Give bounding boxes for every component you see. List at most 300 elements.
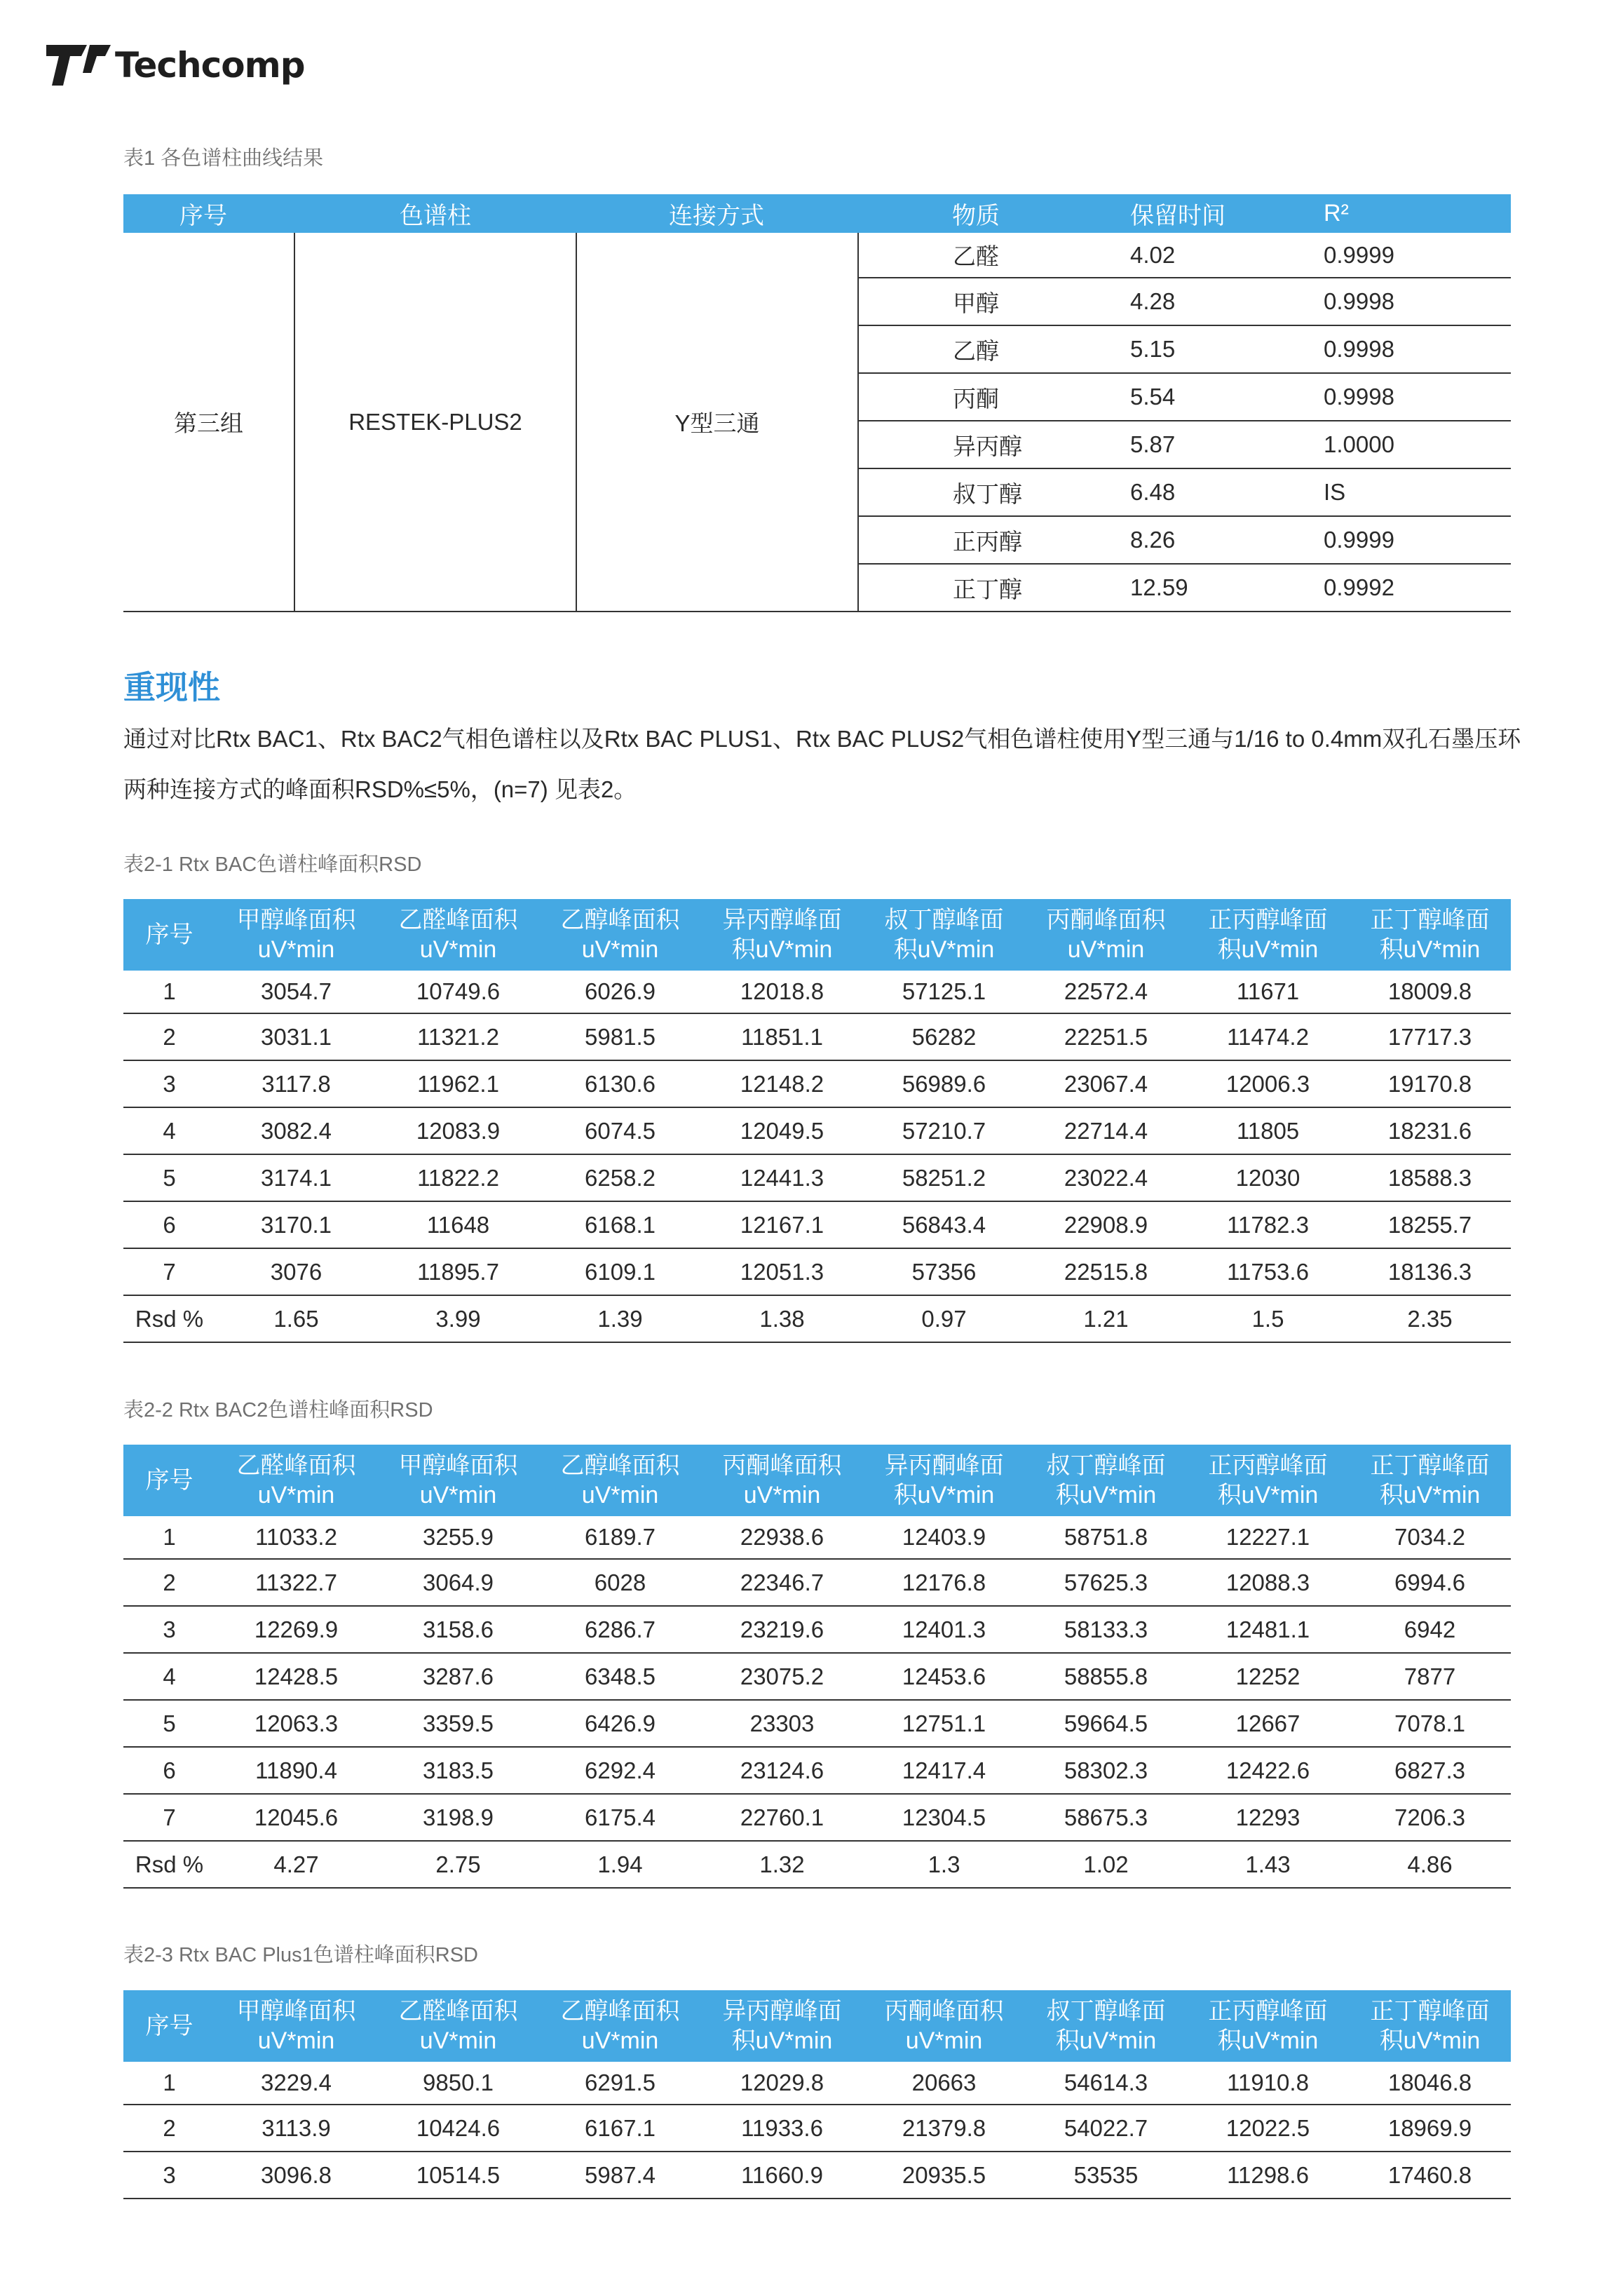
peak-area-cell: 3359.5: [377, 1700, 539, 1747]
peak-area-cell: 12018.8: [701, 971, 863, 1013]
column-header: [1025, 1990, 1187, 2062]
peak-area-cell: 53535: [1025, 2152, 1187, 2199]
peak-area-cell: 11033.2: [215, 1516, 377, 1559]
peak-area-cell: 3158.6: [377, 1606, 539, 1653]
peak-area-cell: 12049.5: [701, 1107, 863, 1154]
peak-area-cell: 1.02: [1025, 1841, 1187, 1888]
peak-area-cell: 18231.6: [1349, 1107, 1511, 1154]
column-header: [701, 899, 863, 971]
peak-area-cell: 22938.6: [701, 1516, 863, 1559]
peak-area-cell: 12428.5: [215, 1653, 377, 1700]
table-row: [123, 1154, 1511, 1201]
peak-area-cell: 1.38: [701, 1295, 863, 1342]
peak-area-cell: 22515.8: [1025, 1248, 1187, 1295]
column-header-line2: uV*min: [419, 936, 497, 963]
row-label-cell: 7: [123, 1248, 215, 1295]
peak-area-cell: 11321.2: [377, 1013, 539, 1060]
table-row: [123, 1060, 1511, 1107]
retention-time-cell: 12.59: [1130, 564, 1324, 612]
connection-cell: Y型三通: [576, 233, 858, 612]
column-header-line1: 甲醇峰面积: [236, 1998, 356, 2025]
peak-area-cell: 12304.5: [863, 1794, 1025, 1841]
r2-cell: 0.9999: [1324, 233, 1511, 278]
table-row: [123, 1107, 1511, 1154]
table2-3-caption: 表2-3 Rtx BAC Plus1色谱柱峰面积RSD: [123, 1944, 478, 1966]
retention-time-cell: 8.26: [1130, 516, 1324, 564]
section-paragraph-line2: 两种连接方式的峰面积RSD%≤5%，(n=7) 见表2。: [123, 776, 637, 802]
peak-area-cell: 12441.3: [701, 1154, 863, 1201]
table-row: [123, 1653, 1511, 1700]
column-header: [377, 899, 539, 971]
peak-area-cell: 18136.3: [1349, 1248, 1511, 1295]
peak-area-cell: 3031.1: [215, 1013, 377, 1060]
column-header-line1: 异丙酮峰面: [884, 1452, 1004, 1479]
table-row: [123, 2105, 1511, 2152]
peak-area-cell: 58675.3: [1025, 1794, 1187, 1841]
column-header-line2: 积uV*min: [1217, 936, 1319, 963]
peak-area-cell: 6994.6: [1349, 1559, 1511, 1606]
peak-area-cell: 11753.6: [1187, 1248, 1349, 1295]
peak-area-cell: 12022.5: [1187, 2105, 1349, 2152]
peak-area-cell: 12083.9: [377, 1107, 539, 1154]
table1-header: 连接方式: [576, 194, 858, 233]
peak-area-cell: 23124.6: [701, 1747, 863, 1794]
peak-area-cell: 23022.4: [1025, 1154, 1187, 1201]
r2-cell: 0.9992: [1324, 564, 1511, 612]
peak-area-cell: 57125.1: [863, 971, 1025, 1013]
peak-area-cell: 4.86: [1349, 1841, 1511, 1888]
peak-area-cell: 11895.7: [377, 1248, 539, 1295]
column-header-line1: 甲醇峰面积: [398, 1452, 518, 1479]
peak-area-cell: 23075.2: [701, 1653, 863, 1700]
column-header: [863, 899, 1025, 971]
column-header-line1: 丙酮峰面积: [722, 1452, 842, 1479]
peak-area-cell: 17717.3: [1349, 1013, 1511, 1060]
row-label-cell: 6: [123, 1747, 215, 1794]
group-cell: 第三组: [123, 233, 294, 612]
peak-area-cell: 11890.4: [215, 1747, 377, 1794]
peak-area-cell: 6942: [1349, 1606, 1511, 1653]
table-row: [123, 1516, 1511, 1559]
column-header-line1: 异丙醇峰面: [722, 1998, 842, 2025]
column-header: [123, 899, 215, 971]
techcomp-logo-mark-icon: [46, 42, 111, 88]
row-label-cell: 2: [123, 1559, 215, 1606]
peak-area-cell: 3183.5: [377, 1747, 539, 1794]
peak-area-cell: 17460.8: [1349, 2152, 1511, 2199]
peak-area-cell: 23067.4: [1025, 1060, 1187, 1107]
column-header: [701, 1990, 863, 2062]
peak-area-cell: 11671: [1187, 971, 1349, 1013]
peak-area-cell: 12481.1: [1187, 1606, 1349, 1653]
peak-area-cell: 56843.4: [863, 1201, 1025, 1248]
table-row: [123, 2152, 1511, 2199]
table-row: [123, 1606, 1511, 1653]
column-header-line1: 乙醛峰面积: [236, 1452, 356, 1479]
row-label-cell: 5: [123, 1154, 215, 1201]
peak-area-cell: 12667: [1187, 1700, 1349, 1747]
peak-area-cell: 11851.1: [701, 1013, 863, 1060]
peak-area-cell: 3174.1: [215, 1154, 377, 1201]
peak-area-cell: 59664.5: [1025, 1700, 1187, 1747]
peak-area-cell: 12417.4: [863, 1747, 1025, 1794]
peak-area-cell: 12422.6: [1187, 1747, 1349, 1794]
column-header-line2: uV*min: [581, 1482, 659, 1508]
peak-area-cell: 57356: [863, 1248, 1025, 1295]
peak-area-cell: 6292.4: [539, 1747, 701, 1794]
peak-area-cell: 58133.3: [1025, 1606, 1187, 1653]
peak-area-cell: 23303: [701, 1700, 863, 1747]
peak-area-cell: 3198.9: [377, 1794, 539, 1841]
peak-area-cell: 3.99: [377, 1295, 539, 1342]
column-header: [1349, 1990, 1511, 2062]
row-label-cell: Rsd %: [123, 1295, 215, 1342]
column-header-line1: 乙醇峰面积: [560, 1452, 680, 1479]
table1: [123, 194, 1511, 612]
column-header: [377, 1990, 539, 2062]
peak-area-cell: 6189.7: [539, 1516, 701, 1559]
peak-area-cell: 6074.5: [539, 1107, 701, 1154]
column-header: [863, 1990, 1025, 2062]
peak-area-cell: 11648: [377, 1201, 539, 1248]
column-header: [215, 1445, 377, 1516]
peak-area-cell: 1.65: [215, 1295, 377, 1342]
column-header: [1187, 1990, 1349, 2062]
column-header: [377, 1445, 539, 1516]
column-header-line1: 丙酮峰面积: [884, 1998, 1004, 2025]
peak-area-cell: 18588.3: [1349, 1154, 1511, 1201]
column-header-line1: 甲醇峰面积: [236, 907, 356, 933]
substance-cell: 正丁醇: [858, 564, 1130, 612]
column-header: [539, 899, 701, 971]
peak-area-cell: 20663: [863, 2062, 1025, 2105]
row-label-cell: 1: [123, 971, 215, 1013]
row-label-cell: 4: [123, 1107, 215, 1154]
table1-header: 保留时间: [1130, 194, 1324, 233]
peak-area-cell: 11298.6: [1187, 2152, 1349, 2199]
substance-cell: 丙酮: [858, 373, 1130, 421]
column-header: [1187, 1445, 1349, 1516]
peak-area-cell: 6291.5: [539, 2062, 701, 2105]
column-header: [215, 899, 377, 971]
peak-area-cell: 58302.3: [1025, 1747, 1187, 1794]
peak-area-cell: 12148.2: [701, 1060, 863, 1107]
table-row: [123, 1559, 1511, 1606]
peak-area-cell: 3054.7: [215, 971, 377, 1013]
peak-area-cell: 6168.1: [539, 1201, 701, 1248]
peak-area-cell: 3096.8: [215, 2152, 377, 2199]
peak-area-cell: 58855.8: [1025, 1653, 1187, 1700]
substance-cell: 叔丁醇: [858, 468, 1130, 516]
retention-time-cell: 4.02: [1130, 233, 1324, 278]
peak-area-cell: 9850.1: [377, 2062, 539, 2105]
column-header-line1: 乙醛峰面积: [398, 907, 518, 933]
rsd-row: [123, 1841, 1511, 1888]
peak-area-cell: 21379.8: [863, 2105, 1025, 2152]
peak-area-cell: 22908.9: [1025, 1201, 1187, 1248]
peak-area-cell: 3170.1: [215, 1201, 377, 1248]
column-header-line2: uV*min: [419, 1482, 497, 1508]
peak-area-cell: 20935.5: [863, 2152, 1025, 2199]
peak-area-cell: 12006.3: [1187, 1060, 1349, 1107]
table2-2: [123, 1445, 1511, 1889]
peak-area-cell: 11910.8: [1187, 2062, 1349, 2105]
column-header-line2: uV*min: [257, 936, 335, 963]
column-header: [539, 1990, 701, 2062]
peak-area-cell: 22572.4: [1025, 971, 1187, 1013]
column-header-line2: uV*min: [1067, 936, 1145, 963]
peak-area-cell: 12063.3: [215, 1700, 377, 1747]
peak-area-cell: 54022.7: [1025, 2105, 1187, 2152]
peak-area-cell: 12051.3: [701, 1248, 863, 1295]
peak-area-cell: 1.5: [1187, 1295, 1349, 1342]
peak-area-cell: 6130.6: [539, 1060, 701, 1107]
column-header-line2: 积uV*min: [731, 2027, 833, 2054]
peak-area-cell: 54614.3: [1025, 2062, 1187, 2105]
row-label-cell: 1: [123, 2062, 215, 2105]
r2-cell: 0.9998: [1324, 373, 1511, 421]
table2-2-caption: 表2-2 Rtx BAC2色谱柱峰面积RSD: [123, 1399, 433, 1422]
column-header-line1: 正丙醇峰面: [1208, 907, 1328, 933]
peak-area-cell: 11660.9: [701, 2152, 863, 2199]
retention-time-cell: 4.28: [1130, 278, 1324, 325]
table2-1-header-row: [123, 899, 1511, 971]
column-header-line2: 积uV*min: [1379, 2027, 1481, 2054]
column-header: [123, 1990, 215, 2062]
peak-area-cell: 3082.4: [215, 1107, 377, 1154]
peak-area-cell: 2.35: [1349, 1295, 1511, 1342]
peak-area-cell: 22251.5: [1025, 1013, 1187, 1060]
table1-caption: 表1 各色谱柱曲线结果: [123, 147, 324, 170]
peak-area-cell: 6258.2: [539, 1154, 701, 1201]
peak-area-cell: 6175.4: [539, 1794, 701, 1841]
column-header-line1: 正丙醇峰面: [1208, 1998, 1328, 2025]
table-row: [123, 1747, 1511, 1794]
peak-area-cell: 5981.5: [539, 1013, 701, 1060]
table-row: [123, 1794, 1511, 1841]
peak-area-cell: 11933.6: [701, 2105, 863, 2152]
column-header-line2: 积uV*min: [731, 936, 833, 963]
r2-cell: 0.9998: [1324, 278, 1511, 325]
column-header: [215, 1990, 377, 2062]
peak-area-cell: 10514.5: [377, 2152, 539, 2199]
peak-area-cell: 6026.9: [539, 971, 701, 1013]
column-header-line2: 积uV*min: [893, 936, 995, 963]
peak-area-cell: 2.75: [377, 1841, 539, 1888]
column-header-line1: 正丙醇峰面: [1208, 1452, 1328, 1479]
peak-area-cell: 11782.3: [1187, 1201, 1349, 1248]
peak-area-cell: 1.39: [539, 1295, 701, 1342]
table-row: [123, 971, 1511, 1013]
column-header-line1: 序号: [145, 2013, 193, 2039]
peak-area-cell: 7206.3: [1349, 1794, 1511, 1841]
column-header: [123, 1445, 215, 1516]
peak-area-cell: 12227.1: [1187, 1516, 1349, 1559]
peak-area-cell: 7877: [1349, 1653, 1511, 1700]
peak-area-cell: 12269.9: [215, 1606, 377, 1653]
techcomp-logo: [46, 42, 305, 88]
column-header-line2: uV*min: [257, 1482, 335, 1508]
peak-area-cell: 12453.6: [863, 1653, 1025, 1700]
peak-area-cell: 4.27: [215, 1841, 377, 1888]
peak-area-cell: 22714.4: [1025, 1107, 1187, 1154]
column-header-line1: 叔丁醇峰面: [1046, 1452, 1166, 1479]
column-header-line2: uV*min: [581, 2027, 659, 2054]
peak-area-cell: 18969.9: [1349, 2105, 1511, 2152]
column-header-line2: 积uV*min: [893, 1482, 995, 1508]
peak-area-cell: 12030: [1187, 1154, 1349, 1201]
column-header-line1: 序号: [145, 1467, 193, 1494]
column-header-line2: 积uV*min: [1055, 2027, 1157, 2054]
row-label-cell: 2: [123, 2105, 215, 2152]
peak-area-cell: 18046.8: [1349, 2062, 1511, 2105]
r2-cell: 1.0000: [1324, 421, 1511, 468]
row-label-cell: 3: [123, 1606, 215, 1653]
table-row: [123, 1700, 1511, 1747]
column-header-line1: 序号: [145, 921, 193, 948]
peak-area-cell: 1.21: [1025, 1295, 1187, 1342]
peak-area-cell: 11322.7: [215, 1559, 377, 1606]
column-header: [701, 1445, 863, 1516]
peak-area-cell: 58251.2: [863, 1154, 1025, 1201]
column-header: [1349, 899, 1511, 971]
peak-area-cell: 18255.7: [1349, 1201, 1511, 1248]
peak-area-cell: 12045.6: [215, 1794, 377, 1841]
table-row: [123, 1201, 1511, 1248]
peak-area-cell: 10424.6: [377, 2105, 539, 2152]
column-header-line2: uV*min: [581, 936, 659, 963]
row-label-cell: 3: [123, 1060, 215, 1107]
peak-area-cell: 3113.9: [215, 2105, 377, 2152]
peak-area-cell: 12403.9: [863, 1516, 1025, 1559]
peak-area-cell: 1.94: [539, 1841, 701, 1888]
column-header-line1: 乙醛峰面积: [398, 1998, 518, 2025]
column-header: [1187, 899, 1349, 971]
peak-area-cell: 57625.3: [1025, 1559, 1187, 1606]
row-label-cell: 7: [123, 1794, 215, 1841]
column-header-line2: uV*min: [419, 2027, 497, 2054]
peak-area-cell: 12167.1: [701, 1201, 863, 1248]
r2-cell: 0.9999: [1324, 516, 1511, 564]
row-label-cell: Rsd %: [123, 1841, 215, 1888]
table-row: [123, 1013, 1511, 1060]
peak-area-cell: 12401.3: [863, 1606, 1025, 1653]
table-row: [123, 1248, 1511, 1295]
table1-header: 序号: [123, 194, 294, 233]
column-header: [863, 1445, 1025, 1516]
table1-header: 物质: [858, 194, 1130, 233]
peak-area-cell: 3064.9: [377, 1559, 539, 1606]
table1-header: 色谱柱: [294, 194, 576, 233]
retention-time-cell: 5.15: [1130, 325, 1324, 373]
peak-area-cell: 11474.2: [1187, 1013, 1349, 1060]
column-header: [539, 1445, 701, 1516]
peak-area-cell: 3117.8: [215, 1060, 377, 1107]
peak-area-cell: 1.43: [1187, 1841, 1349, 1888]
table2-1-caption: 表2-1 Rtx BAC色谱柱峰面积RSD: [123, 853, 422, 876]
substance-cell: 乙醛: [858, 233, 1130, 278]
column-header-line2: 积uV*min: [1217, 2027, 1319, 2054]
peak-area-cell: 22760.1: [701, 1794, 863, 1841]
peak-area-cell: 12751.1: [863, 1700, 1025, 1747]
peak-area-cell: 6286.7: [539, 1606, 701, 1653]
column-header-line1: 乙醇峰面积: [560, 1998, 680, 2025]
peak-area-cell: 6348.5: [539, 1653, 701, 1700]
row-label-cell: 4: [123, 1653, 215, 1700]
column-header-line1: 乙醇峰面积: [560, 907, 680, 933]
table2-3-header-row: [123, 1990, 1511, 2062]
r2-cell: IS: [1324, 468, 1511, 516]
table-row: [123, 233, 1511, 278]
peak-area-cell: 23219.6: [701, 1606, 863, 1653]
substance-cell: 正丙醇: [858, 516, 1130, 564]
peak-area-cell: 3076: [215, 1248, 377, 1295]
peak-area-cell: 6028: [539, 1559, 701, 1606]
column-header-line1: 正丁醇峰面: [1370, 907, 1490, 933]
column-header-line2: 积uV*min: [1217, 1482, 1319, 1508]
column-header-line1: 正丁醇峰面: [1370, 1998, 1490, 2025]
peak-area-cell: 12088.3: [1187, 1559, 1349, 1606]
column-header-line1: 叔丁醇峰面: [884, 907, 1004, 933]
rsd-row: [123, 1295, 1511, 1342]
row-label-cell: 6: [123, 1201, 215, 1248]
table2-2-header-row: [123, 1445, 1511, 1516]
column-header: [1025, 899, 1187, 971]
substance-cell: 乙醇: [858, 325, 1130, 373]
section-title: 重现性: [123, 669, 220, 705]
peak-area-cell: 12176.8: [863, 1559, 1025, 1606]
substance-cell: 异丙醇: [858, 421, 1130, 468]
peak-area-cell: 7034.2: [1349, 1516, 1511, 1559]
retention-time-cell: 6.48: [1130, 468, 1324, 516]
column-header-line2: 积uV*min: [1379, 1482, 1481, 1508]
peak-area-cell: 12029.8: [701, 2062, 863, 2105]
row-label-cell: 2: [123, 1013, 215, 1060]
row-label-cell: 5: [123, 1700, 215, 1747]
column-header-line2: uV*min: [743, 1482, 821, 1508]
substance-cell: 甲醇: [858, 278, 1130, 325]
peak-area-cell: 3229.4: [215, 2062, 377, 2105]
peak-area-cell: 56282: [863, 1013, 1025, 1060]
section-paragraph-line1: 通过对比Rtx BAC1、Rtx BAC2气相色谱柱以及Rtx BAC PLUS1、Rtx BAC PLUS2气相色谱柱使用Y型三通与1/16 to 0.4mm双孔石墨压环: [123, 726, 1521, 752]
table2-1: [123, 899, 1511, 1343]
column-header-line2: uV*min: [257, 2027, 335, 2054]
retention-time-cell: 5.87: [1130, 421, 1324, 468]
column-header: [1025, 1445, 1187, 1516]
peak-area-cell: 6827.3: [1349, 1747, 1511, 1794]
peak-area-cell: 56989.6: [863, 1060, 1025, 1107]
peak-area-cell: 22346.7: [701, 1559, 863, 1606]
peak-area-cell: 6426.9: [539, 1700, 701, 1747]
peak-area-cell: 58751.8: [1025, 1516, 1187, 1559]
r2-cell: 0.9998: [1324, 325, 1511, 373]
table-row: [123, 2062, 1511, 2105]
peak-area-cell: 1.3: [863, 1841, 1025, 1888]
column-cell: RESTEK-PLUS2: [294, 233, 576, 612]
peak-area-cell: 18009.8: [1349, 971, 1511, 1013]
column-header-line2: 积uV*min: [1055, 1482, 1157, 1508]
peak-area-cell: 6109.1: [539, 1248, 701, 1295]
table2-3: [123, 1990, 1511, 2199]
column-header-line2: uV*min: [905, 2027, 983, 2054]
column-header-line1: 正丁醇峰面: [1370, 1452, 1490, 1479]
peak-area-cell: 10749.6: [377, 971, 539, 1013]
peak-area-cell: 3255.9: [377, 1516, 539, 1559]
peak-area-cell: 0.97: [863, 1295, 1025, 1342]
column-header-line1: 异丙醇峰面: [722, 907, 842, 933]
row-label-cell: 3: [123, 2152, 215, 2199]
peak-area-cell: 57210.7: [863, 1107, 1025, 1154]
